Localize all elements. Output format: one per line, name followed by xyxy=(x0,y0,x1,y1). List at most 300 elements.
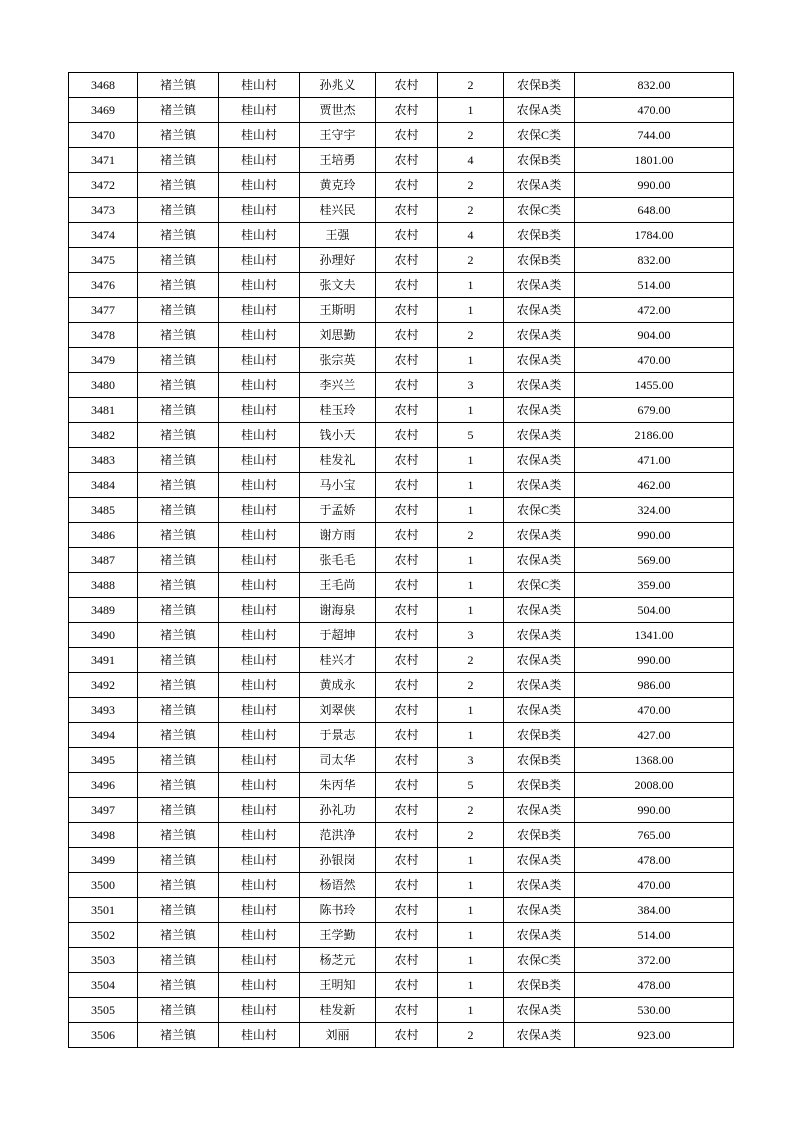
count-cell: 3 xyxy=(438,623,504,648)
amount-cell: 832.00 xyxy=(575,248,734,273)
village-cell: 桂山村 xyxy=(219,498,300,523)
town-cell: 褚兰镇 xyxy=(138,748,219,773)
town-cell: 褚兰镇 xyxy=(138,523,219,548)
category-cell: 农保B类 xyxy=(504,73,575,98)
village-cell: 桂山村 xyxy=(219,1023,300,1048)
village-cell: 桂山村 xyxy=(219,898,300,923)
type-cell: 农村 xyxy=(376,298,438,323)
serial-cell: 3490 xyxy=(69,623,138,648)
count-cell: 3 xyxy=(438,373,504,398)
serial-cell: 3472 xyxy=(69,173,138,198)
table-row xyxy=(69,1023,734,1048)
amount-cell: 514.00 xyxy=(575,923,734,948)
serial-cell: 3493 xyxy=(69,698,138,723)
count-cell: 2 xyxy=(438,173,504,198)
village-cell: 桂山村 xyxy=(219,373,300,398)
count-cell: 1 xyxy=(438,398,504,423)
amount-cell: 372.00 xyxy=(575,948,734,973)
count-cell: 1 xyxy=(438,898,504,923)
village-cell: 桂山村 xyxy=(219,248,300,273)
table-row xyxy=(69,448,734,473)
name-cell: 刘丽 xyxy=(300,1023,376,1048)
type-cell: 农村 xyxy=(376,723,438,748)
serial-cell: 3484 xyxy=(69,473,138,498)
count-cell: 2 xyxy=(438,1023,504,1048)
count-cell: 3 xyxy=(438,748,504,773)
type-cell: 农村 xyxy=(376,623,438,648)
amount-cell: 990.00 xyxy=(575,173,734,198)
count-cell: 1 xyxy=(438,998,504,1023)
type-cell: 农村 xyxy=(376,698,438,723)
town-cell: 褚兰镇 xyxy=(138,923,219,948)
category-cell: 农保A类 xyxy=(504,523,575,548)
count-cell: 1 xyxy=(438,448,504,473)
category-cell: 农保C类 xyxy=(504,948,575,973)
village-cell: 桂山村 xyxy=(219,648,300,673)
amount-cell: 462.00 xyxy=(575,473,734,498)
serial-cell: 3487 xyxy=(69,548,138,573)
table-row xyxy=(69,198,734,223)
amount-cell: 990.00 xyxy=(575,798,734,823)
type-cell: 农村 xyxy=(376,673,438,698)
category-cell: 农保A类 xyxy=(504,398,575,423)
type-cell: 农村 xyxy=(376,198,438,223)
town-cell: 褚兰镇 xyxy=(138,623,219,648)
category-cell: 农保A类 xyxy=(504,373,575,398)
serial-cell: 3482 xyxy=(69,423,138,448)
amount-cell: 1455.00 xyxy=(575,373,734,398)
town-cell: 褚兰镇 xyxy=(138,273,219,298)
type-cell: 农村 xyxy=(376,448,438,473)
table-row xyxy=(69,298,734,323)
town-cell: 褚兰镇 xyxy=(138,948,219,973)
name-cell: 朱丙华 xyxy=(300,773,376,798)
name-cell: 刘翠侠 xyxy=(300,698,376,723)
table-row xyxy=(69,623,734,648)
amount-cell: 384.00 xyxy=(575,898,734,923)
village-cell: 桂山村 xyxy=(219,673,300,698)
serial-cell: 3480 xyxy=(69,373,138,398)
category-cell: 农保A类 xyxy=(504,273,575,298)
amount-cell: 990.00 xyxy=(575,648,734,673)
category-cell: 农保A类 xyxy=(504,323,575,348)
town-cell: 褚兰镇 xyxy=(138,198,219,223)
count-cell: 2 xyxy=(438,798,504,823)
name-cell: 黄克玲 xyxy=(300,173,376,198)
type-cell: 农村 xyxy=(376,123,438,148)
type-cell: 农村 xyxy=(376,223,438,248)
town-cell: 褚兰镇 xyxy=(138,673,219,698)
town-cell: 褚兰镇 xyxy=(138,148,219,173)
town-cell: 褚兰镇 xyxy=(138,448,219,473)
name-cell: 钱小天 xyxy=(300,423,376,448)
table-row xyxy=(69,698,734,723)
serial-cell: 3483 xyxy=(69,448,138,473)
serial-cell: 3491 xyxy=(69,648,138,673)
category-cell: 农保A类 xyxy=(504,598,575,623)
count-cell: 2 xyxy=(438,673,504,698)
serial-cell: 3486 xyxy=(69,523,138,548)
name-cell: 王强 xyxy=(300,223,376,248)
table-row xyxy=(69,773,734,798)
table-body xyxy=(69,73,734,1048)
village-cell: 桂山村 xyxy=(219,823,300,848)
table-row xyxy=(69,673,734,698)
type-cell: 农村 xyxy=(376,398,438,423)
amount-cell: 470.00 xyxy=(575,698,734,723)
serial-cell: 3477 xyxy=(69,298,138,323)
village-cell: 桂山村 xyxy=(219,873,300,898)
type-cell: 农村 xyxy=(376,1023,438,1048)
name-cell: 桂兴才 xyxy=(300,648,376,673)
town-cell: 褚兰镇 xyxy=(138,848,219,873)
serial-cell: 3506 xyxy=(69,1023,138,1048)
village-cell: 桂山村 xyxy=(219,748,300,773)
table-row xyxy=(69,598,734,623)
amount-cell: 504.00 xyxy=(575,598,734,623)
name-cell: 于景志 xyxy=(300,723,376,748)
category-cell: 农保C类 xyxy=(504,498,575,523)
serial-cell: 3475 xyxy=(69,248,138,273)
name-cell: 孙兆义 xyxy=(300,73,376,98)
amount-cell: 359.00 xyxy=(575,573,734,598)
name-cell: 张宗英 xyxy=(300,348,376,373)
type-cell: 农村 xyxy=(376,148,438,173)
serial-cell: 3499 xyxy=(69,848,138,873)
category-cell: 农保A类 xyxy=(504,548,575,573)
type-cell: 农村 xyxy=(376,473,438,498)
serial-cell: 3497 xyxy=(69,798,138,823)
serial-cell: 3503 xyxy=(69,948,138,973)
count-cell: 1 xyxy=(438,923,504,948)
table-row xyxy=(69,748,734,773)
category-cell: 农保B类 xyxy=(504,148,575,173)
type-cell: 农村 xyxy=(376,848,438,873)
table-row xyxy=(69,373,734,398)
amount-cell: 514.00 xyxy=(575,273,734,298)
village-cell: 桂山村 xyxy=(219,323,300,348)
town-cell: 褚兰镇 xyxy=(138,973,219,998)
village-cell: 桂山村 xyxy=(219,398,300,423)
count-cell: 2 xyxy=(438,248,504,273)
town-cell: 褚兰镇 xyxy=(138,73,219,98)
town-cell: 褚兰镇 xyxy=(138,398,219,423)
amount-cell: 923.00 xyxy=(575,1023,734,1048)
amount-cell: 986.00 xyxy=(575,673,734,698)
count-cell: 2 xyxy=(438,523,504,548)
village-cell: 桂山村 xyxy=(219,123,300,148)
town-cell: 褚兰镇 xyxy=(138,98,219,123)
amount-cell: 765.00 xyxy=(575,823,734,848)
amount-cell: 679.00 xyxy=(575,398,734,423)
table-row xyxy=(69,723,734,748)
town-cell: 褚兰镇 xyxy=(138,373,219,398)
serial-cell: 3502 xyxy=(69,923,138,948)
town-cell: 褚兰镇 xyxy=(138,798,219,823)
category-cell: 农保A类 xyxy=(504,648,575,673)
table-row xyxy=(69,248,734,273)
type-cell: 农村 xyxy=(376,873,438,898)
count-cell: 5 xyxy=(438,773,504,798)
serial-cell: 3468 xyxy=(69,73,138,98)
category-cell: 农保B类 xyxy=(504,773,575,798)
type-cell: 农村 xyxy=(376,273,438,298)
count-cell: 2 xyxy=(438,323,504,348)
table-row xyxy=(69,823,734,848)
town-cell: 褚兰镇 xyxy=(138,573,219,598)
category-cell: 农保A类 xyxy=(504,98,575,123)
serial-cell: 3469 xyxy=(69,98,138,123)
name-cell: 王毛尚 xyxy=(300,573,376,598)
town-cell: 褚兰镇 xyxy=(138,223,219,248)
type-cell: 农村 xyxy=(376,423,438,448)
amount-cell: 744.00 xyxy=(575,123,734,148)
name-cell: 杨语然 xyxy=(300,873,376,898)
amount-cell: 904.00 xyxy=(575,323,734,348)
amount-cell: 427.00 xyxy=(575,723,734,748)
serial-cell: 3504 xyxy=(69,973,138,998)
count-cell: 2 xyxy=(438,73,504,98)
category-cell: 农保A类 xyxy=(504,473,575,498)
amount-cell: 1801.00 xyxy=(575,148,734,173)
name-cell: 司太华 xyxy=(300,748,376,773)
town-cell: 褚兰镇 xyxy=(138,773,219,798)
serial-cell: 3470 xyxy=(69,123,138,148)
category-cell: 农保A类 xyxy=(504,173,575,198)
village-cell: 桂山村 xyxy=(219,848,300,873)
serial-cell: 3471 xyxy=(69,148,138,173)
table-row xyxy=(69,223,734,248)
town-cell: 褚兰镇 xyxy=(138,698,219,723)
name-cell: 刘思勤 xyxy=(300,323,376,348)
name-cell: 黄成永 xyxy=(300,673,376,698)
town-cell: 褚兰镇 xyxy=(138,548,219,573)
town-cell: 褚兰镇 xyxy=(138,598,219,623)
category-cell: 农保A类 xyxy=(504,698,575,723)
village-cell: 桂山村 xyxy=(219,773,300,798)
amount-cell: 478.00 xyxy=(575,848,734,873)
name-cell: 桂玉玲 xyxy=(300,398,376,423)
amount-cell: 472.00 xyxy=(575,298,734,323)
count-cell: 1 xyxy=(438,973,504,998)
amount-cell: 990.00 xyxy=(575,523,734,548)
village-cell: 桂山村 xyxy=(219,948,300,973)
table-row xyxy=(69,123,734,148)
name-cell: 谢方雨 xyxy=(300,523,376,548)
serial-cell: 3485 xyxy=(69,498,138,523)
village-cell: 桂山村 xyxy=(219,798,300,823)
category-cell: 农保B类 xyxy=(504,723,575,748)
count-cell: 1 xyxy=(438,473,504,498)
serial-cell: 3488 xyxy=(69,573,138,598)
name-cell: 孙理好 xyxy=(300,248,376,273)
serial-cell: 3473 xyxy=(69,198,138,223)
name-cell: 马小宝 xyxy=(300,473,376,498)
town-cell: 褚兰镇 xyxy=(138,123,219,148)
town-cell: 褚兰镇 xyxy=(138,823,219,848)
type-cell: 农村 xyxy=(376,373,438,398)
category-cell: 农保A类 xyxy=(504,448,575,473)
town-cell: 褚兰镇 xyxy=(138,648,219,673)
village-cell: 桂山村 xyxy=(219,73,300,98)
village-cell: 桂山村 xyxy=(219,598,300,623)
name-cell: 王学勤 xyxy=(300,923,376,948)
amount-cell: 2008.00 xyxy=(575,773,734,798)
table-row xyxy=(69,798,734,823)
name-cell: 桂发礼 xyxy=(300,448,376,473)
village-cell: 桂山村 xyxy=(219,523,300,548)
amount-cell: 470.00 xyxy=(575,98,734,123)
table-row xyxy=(69,98,734,123)
type-cell: 农村 xyxy=(376,648,438,673)
type-cell: 农村 xyxy=(376,348,438,373)
name-cell: 杨芝元 xyxy=(300,948,376,973)
count-cell: 1 xyxy=(438,498,504,523)
count-cell: 1 xyxy=(438,848,504,873)
amount-cell: 471.00 xyxy=(575,448,734,473)
category-cell: 农保B类 xyxy=(504,823,575,848)
village-cell: 桂山村 xyxy=(219,148,300,173)
table-row xyxy=(69,648,734,673)
count-cell: 2 xyxy=(438,198,504,223)
name-cell: 张毛毛 xyxy=(300,548,376,573)
village-cell: 桂山村 xyxy=(219,298,300,323)
category-cell: 农保B类 xyxy=(504,973,575,998)
category-cell: 农保A类 xyxy=(504,873,575,898)
type-cell: 农村 xyxy=(376,948,438,973)
count-cell: 2 xyxy=(438,123,504,148)
count-cell: 1 xyxy=(438,573,504,598)
table-row xyxy=(69,73,734,98)
village-cell: 桂山村 xyxy=(219,273,300,298)
type-cell: 农村 xyxy=(376,498,438,523)
type-cell: 农村 xyxy=(376,548,438,573)
village-cell: 桂山村 xyxy=(219,223,300,248)
name-cell: 李兴兰 xyxy=(300,373,376,398)
serial-cell: 3479 xyxy=(69,348,138,373)
village-cell: 桂山村 xyxy=(219,698,300,723)
category-cell: 农保C类 xyxy=(504,573,575,598)
village-cell: 桂山村 xyxy=(219,623,300,648)
serial-cell: 3496 xyxy=(69,773,138,798)
name-cell: 陈书玲 xyxy=(300,898,376,923)
town-cell: 褚兰镇 xyxy=(138,723,219,748)
town-cell: 褚兰镇 xyxy=(138,473,219,498)
category-cell: 农保B类 xyxy=(504,248,575,273)
town-cell: 褚兰镇 xyxy=(138,423,219,448)
village-cell: 桂山村 xyxy=(219,723,300,748)
name-cell: 贾世杰 xyxy=(300,98,376,123)
village-cell: 桂山村 xyxy=(219,548,300,573)
village-cell: 桂山村 xyxy=(219,573,300,598)
count-cell: 1 xyxy=(438,548,504,573)
serial-cell: 3498 xyxy=(69,823,138,848)
table-row xyxy=(69,948,734,973)
category-cell: 农保B类 xyxy=(504,748,575,773)
table-row xyxy=(69,423,734,448)
town-cell: 褚兰镇 xyxy=(138,998,219,1023)
category-cell: 农保A类 xyxy=(504,998,575,1023)
category-cell: 农保A类 xyxy=(504,798,575,823)
amount-cell: 832.00 xyxy=(575,73,734,98)
table-row xyxy=(69,973,734,998)
village-cell: 桂山村 xyxy=(219,348,300,373)
name-cell: 于孟娇 xyxy=(300,498,376,523)
category-cell: 农保A类 xyxy=(504,898,575,923)
category-cell: 农保A类 xyxy=(504,923,575,948)
amount-cell: 324.00 xyxy=(575,498,734,523)
table-row xyxy=(69,348,734,373)
name-cell: 桂发新 xyxy=(300,998,376,1023)
serial-cell: 3505 xyxy=(69,998,138,1023)
town-cell: 褚兰镇 xyxy=(138,1023,219,1048)
benefits-table xyxy=(68,72,734,1048)
name-cell: 王守宇 xyxy=(300,123,376,148)
amount-cell: 470.00 xyxy=(575,348,734,373)
name-cell: 于超坤 xyxy=(300,623,376,648)
serial-cell: 3501 xyxy=(69,898,138,923)
town-cell: 褚兰镇 xyxy=(138,498,219,523)
category-cell: 农保A类 xyxy=(504,348,575,373)
table-row xyxy=(69,573,734,598)
serial-cell: 3495 xyxy=(69,748,138,773)
type-cell: 农村 xyxy=(376,898,438,923)
count-cell: 1 xyxy=(438,873,504,898)
town-cell: 褚兰镇 xyxy=(138,323,219,348)
count-cell: 5 xyxy=(438,423,504,448)
type-cell: 农村 xyxy=(376,923,438,948)
type-cell: 农村 xyxy=(376,998,438,1023)
type-cell: 农村 xyxy=(376,823,438,848)
count-cell: 2 xyxy=(438,823,504,848)
type-cell: 农村 xyxy=(376,773,438,798)
name-cell: 桂兴民 xyxy=(300,198,376,223)
name-cell: 孙礼功 xyxy=(300,798,376,823)
amount-cell: 1341.00 xyxy=(575,623,734,648)
name-cell: 王明知 xyxy=(300,973,376,998)
type-cell: 农村 xyxy=(376,523,438,548)
amount-cell: 569.00 xyxy=(575,548,734,573)
count-cell: 1 xyxy=(438,98,504,123)
table-row xyxy=(69,548,734,573)
serial-cell: 3494 xyxy=(69,723,138,748)
amount-cell: 478.00 xyxy=(575,973,734,998)
category-cell: 农保C类 xyxy=(504,198,575,223)
table-row xyxy=(69,473,734,498)
village-cell: 桂山村 xyxy=(219,973,300,998)
category-cell: 农保A类 xyxy=(504,673,575,698)
town-cell: 褚兰镇 xyxy=(138,898,219,923)
count-cell: 1 xyxy=(438,348,504,373)
count-cell: 2 xyxy=(438,648,504,673)
category-cell: 农保B类 xyxy=(504,223,575,248)
village-cell: 桂山村 xyxy=(219,473,300,498)
village-cell: 桂山村 xyxy=(219,423,300,448)
village-cell: 桂山村 xyxy=(219,923,300,948)
table-row xyxy=(69,173,734,198)
village-cell: 桂山村 xyxy=(219,998,300,1023)
serial-cell: 3489 xyxy=(69,598,138,623)
village-cell: 桂山村 xyxy=(219,98,300,123)
category-cell: 农保A类 xyxy=(504,848,575,873)
town-cell: 褚兰镇 xyxy=(138,248,219,273)
table-row xyxy=(69,523,734,548)
type-cell: 农村 xyxy=(376,173,438,198)
table-row xyxy=(69,498,734,523)
count-cell: 1 xyxy=(438,598,504,623)
table-row xyxy=(69,323,734,348)
category-cell: 农保A类 xyxy=(504,423,575,448)
